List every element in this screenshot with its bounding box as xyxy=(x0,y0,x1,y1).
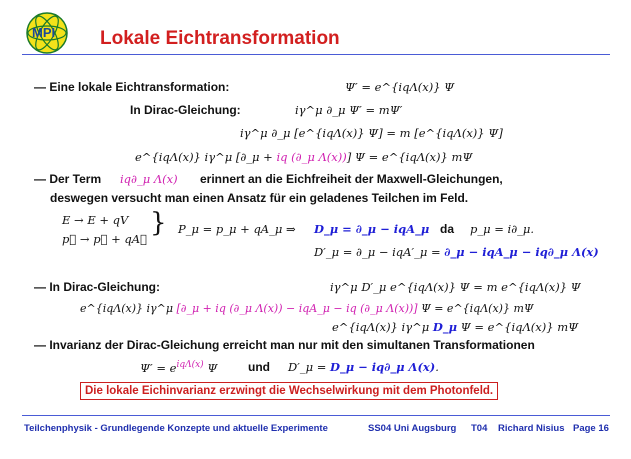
dirac-eq: iγ^μ ∂_μ Ψ′ = mΨ′ xyxy=(295,103,403,117)
term-text: erinnert an die Eichfreiheit der Maxwell-Gleichungen, xyxy=(200,172,503,186)
eq6-bracket: [∂_μ + iq (∂_μ Λ(x)) − iqA_μ − iq (∂_μ Λ(x))] xyxy=(176,302,418,315)
canonical-momentum-eq: P_μ = p_μ + qA_μ ⇒ xyxy=(178,222,296,236)
footer-author: Richard Nisius xyxy=(498,423,565,434)
brace-eq-energy: E → E + qV xyxy=(62,213,129,227)
right-brace: } xyxy=(150,208,167,238)
ansatz-text: deswegen versucht man einen Ansatz für ein geladenes Teilchen im Feld. xyxy=(50,191,469,205)
dprime-blue: ∂_μ − iqA_μ − iq∂_μ Λ(x) xyxy=(444,245,599,259)
dirac-result-eq xyxy=(135,150,472,164)
eq6-pre: e^{iqΛ(x)} iγ^μ xyxy=(80,302,177,315)
covariant-derivative-eq: D_μ = ∂_μ − iqA_μ xyxy=(314,222,430,236)
intro-label: — Eine lokale Eichtransformation: xyxy=(34,80,230,94)
gauge-transform-eq: Ψ′ = e^{iqΛ(x)} Ψ xyxy=(345,80,455,94)
dirac-transformed-eq: iγ^μ D′_μ e^{iqΛ(x)} Ψ = m e^{iqΛ(x)} Ψ xyxy=(330,280,581,294)
final2-post: . xyxy=(435,360,439,374)
footer-page: Page 16 xyxy=(573,423,609,434)
dprime-pre: D′_μ = ∂_μ − iqA′_μ = xyxy=(314,245,445,259)
eq7-post: Ψ = e^{iqΛ(x)} mΨ xyxy=(457,320,579,334)
dirac-covariant-eq xyxy=(332,320,578,334)
eq4-post: ] Ψ = e^{iqΛ(x)} mΨ xyxy=(346,150,473,164)
conclusion-box: Die lokale Eichinvarianz erzwingt die Wechselwirkung mit dem Photonfeld. xyxy=(80,382,498,400)
und-label: und xyxy=(248,360,270,374)
invariance-text: — Invarianz der Dirac-Gleichung erreicht man nur mit den simultanen Transformationen xyxy=(34,338,535,352)
term-label: — Der Term xyxy=(34,172,102,186)
da-label: da xyxy=(440,222,455,236)
final-field-transform xyxy=(140,360,217,375)
page-title: Lokale Eichtransformation xyxy=(100,28,340,49)
logo-text: MPI xyxy=(32,25,56,40)
eq7-pre: e^{iqΛ(x)} iγ^μ xyxy=(332,320,433,334)
eq4-pre: e^{iqΛ(x)} iγ^μ [∂_μ + xyxy=(135,150,277,164)
final-derivative-transform xyxy=(288,360,439,374)
dirac2-label: — In Dirac-Gleichung: xyxy=(34,280,161,294)
footer-rule xyxy=(22,415,610,416)
dirac-label: In Dirac-Gleichung: xyxy=(130,103,241,117)
final2-pre: D′_μ = xyxy=(288,360,331,374)
brace-eq-momentum: p⃗ → p⃗ + qA⃗ xyxy=(62,232,147,246)
eq6-post: Ψ = e^{iqΛ(x)} mΨ xyxy=(417,302,534,315)
final1-post: Ψ xyxy=(203,360,218,375)
dirac-expanded-eq: iγ^μ ∂_μ [e^{iqΛ(x)} Ψ] = m [e^{iqΛ(x)} Ψ] xyxy=(240,126,503,140)
final1-exp: iqΛ(x) xyxy=(176,360,204,370)
title-rule xyxy=(22,54,610,55)
mpi-logo xyxy=(24,10,70,56)
final2-blue: D_μ − iq∂_μ Λ(x) xyxy=(330,360,436,374)
transformed-derivative-eq xyxy=(314,245,599,259)
footer-term: SS04 Uni Augsburg xyxy=(368,423,457,434)
momentum-operator-eq: p_μ = i∂_μ. xyxy=(470,222,535,236)
eq4-extra-term: iq (∂_μ Λ(x)) xyxy=(276,150,347,164)
footer-course: Teilchenphysik - Grundlegende Konzepte und aktuelle Experimente xyxy=(24,423,328,434)
term-expr: iq∂_μ Λ(x) xyxy=(120,172,178,186)
dirac-full-eq xyxy=(80,302,534,315)
final1-pre: Ψ′ = e xyxy=(140,360,177,375)
eq7-covariant: D_μ xyxy=(432,320,457,334)
footer-lecture: T04 xyxy=(471,423,488,434)
